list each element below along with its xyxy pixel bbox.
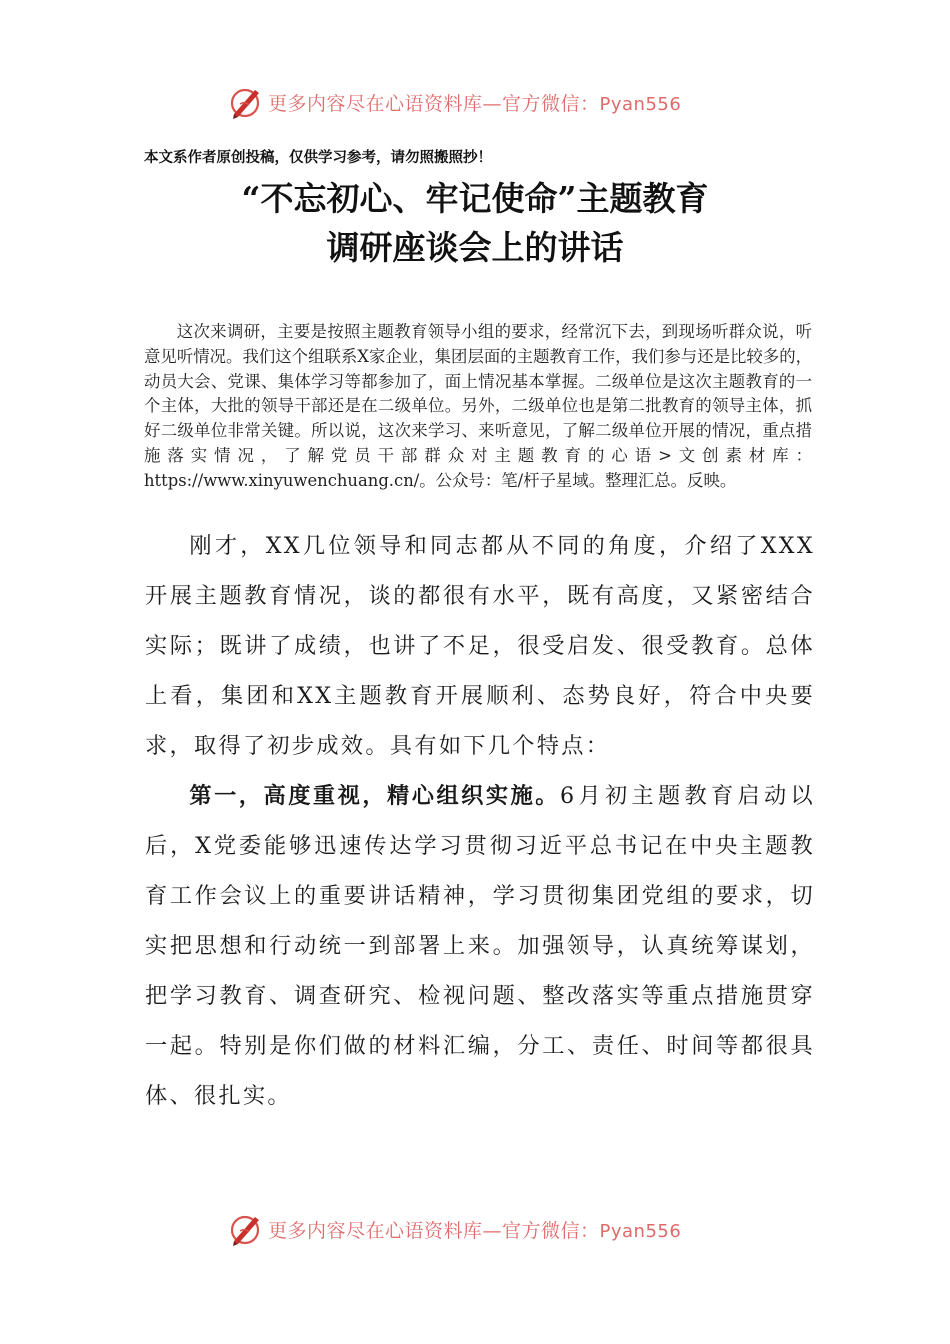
watermark-text: 更多内容尽在心语资料库—官方微信：Pyan556 — [268, 92, 682, 115]
body-paragraph-1: 刚才，XX几位领导和同志都从不同的角度，介绍了XXX开展主题教育情况，谈的都很有水平，既有高度，又紧密结合实际；既讲了成绩，也讲了不足，很受启发、很受教育。总体上看，集团和XX主题教育开展顺利、态势良好，符合中央要求，取得了初步成效。具有如下几个特点： — [145, 533, 815, 759]
watermark-footer — [228, 1209, 681, 1249]
document-title-line-2: 调研座谈会上的讲话 — [326, 228, 624, 267]
paragraph-lead: 第一，高度重视，精心组织实施。 — [189, 783, 561, 809]
body-text — [145, 521, 815, 1121]
pen-logo-icon — [228, 1211, 264, 1247]
body-paragraph-2 — [145, 771, 815, 1121]
pen-logo-icon — [228, 84, 264, 120]
document-title-line-1: “不忘初心、牢记使命”主题教育 — [241, 179, 709, 218]
intro-text: 这次来调研，主要是按照主题教育领导小组的要求，经常沉下去，到现场听群众说，听意见听情况。我们这个组联系X家企业，集团层面的主题教育工作，我们参与还是比较多的，动员大会、党课、集体学习等都参加了，面上情况基本掌握。二级单位是这次主题教育的一个主体，大批的领导干部还是在二级单位。另外，二级单位也是第二批教育的领导主体，抓好二级单位非常关键。所以说，这次来学习、来听意见，了解二级单位开展的情况，重点措施落实情况，了解党员干部群众对主题教育的心语>文创素材库：https://www.xinyuwenchuang.cn/。公众号：笔/杆子星域。整理汇总。反映。 — [144, 322, 812, 490]
watermark-header — [228, 82, 681, 122]
watermark-text: 更多内容尽在心语资料库—官方微信：Pyan556 — [268, 1219, 682, 1242]
copyright-notice: 本文系作者原创投稿，仅供学习参考，请勿照搬照抄！ — [144, 149, 492, 166]
intro-paragraph — [144, 320, 812, 494]
paragraph-text: 6月初主题教育启动以后，X党委能够迅速传达学习贯彻习近平总书记在中央主题教育工作会议上的重要讲话精神，学习贯彻集团党组的要求，切实把思想和行动统一到部署上来。加强领导，认真统筹谋划，把学习教育、调查研究、检视问题、整改落实等重点措施贯穿一起。特别是你们做的材料汇编，分工、责任、时间等都很具体、很扎实。 — [145, 783, 816, 1109]
